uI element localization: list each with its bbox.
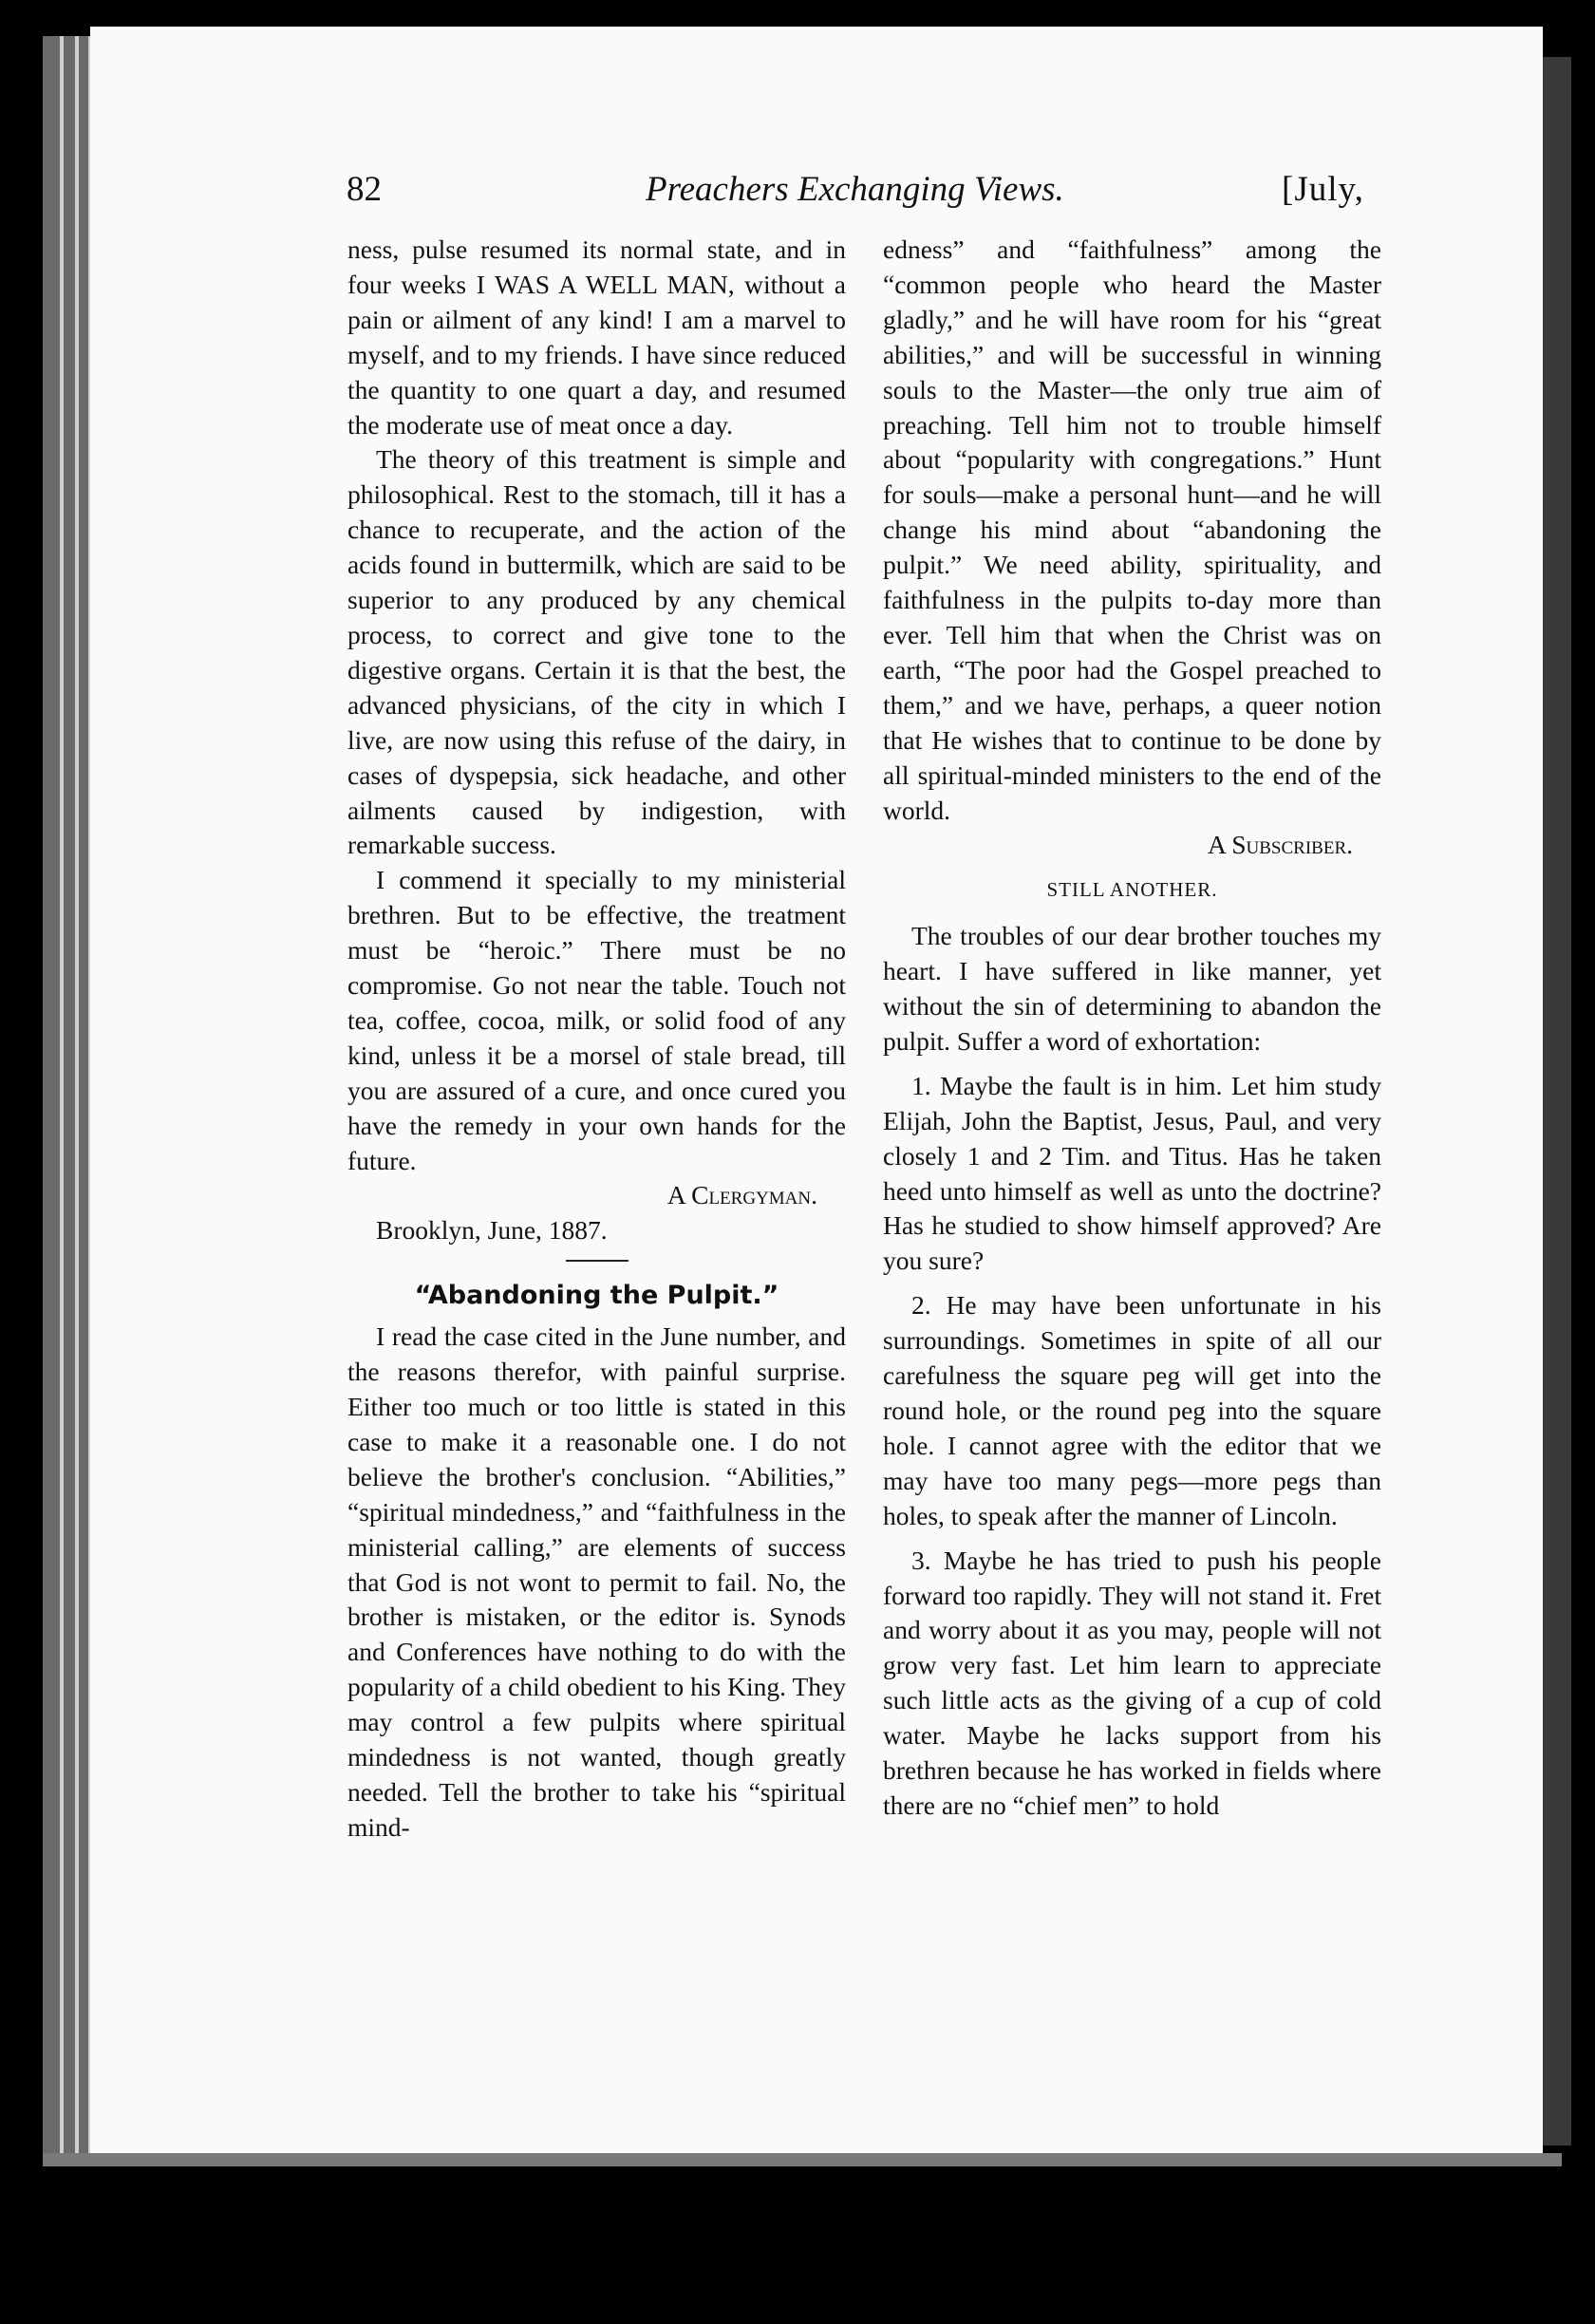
left-column xyxy=(347,233,846,1846)
place-date: Brooklyn, June, 1887. xyxy=(376,1215,608,1246)
right-book-edge xyxy=(1543,57,1571,2146)
page-edge-line xyxy=(75,36,79,2153)
paragraph: 3. Maybe he has tried to push his people forward too rapidly. They will not stand it. Fret and worry about it as you may, people will not grow very fast. Let him learn to appreciate such little acts as the giving of a cup of cold water. Maybe he lacks support from his brethren because he has worked in fields where there are no “chief men” to hold xyxy=(883,1545,1381,1820)
paragraph: edness” and “faithfulness” among the “common people who heard the Master gladly,” and he will have room for his “great abilities,” and will be successful in winning souls to the Master—the only true aim of preaching. Tell him not to trouble himself about “popularity with congregations.” Hunt for souls—make a personal hunt—and he will change his mind about “abandoning the pulpit.” We need ability, spirituality, and faithfulness in the pulpits to-day more than ever. Tell him that when the Christ was on earth, “The poor had the Gospel preached to them,” and we have, perhaps, a queer notion that He wishes that to continue to be done by all spiritual-minded ministers to the end of the world. xyxy=(883,234,1381,825)
section-rule xyxy=(566,1260,629,1262)
running-head: Preachers Exchanging Views. xyxy=(646,170,1064,209)
right-column xyxy=(883,233,1381,1824)
paragraph: I commend it specially to my ministerial brethren. But to be effective, the treatment must be “heroic.” There must be no compromise. Go not near the table. Touch not tea, coffee, cocoa, milk, or solid food of any kind, unless it be a morsel of stale bread, till you are assured of a cure, and once cured you have the remedy in your own hands for the future. xyxy=(347,865,846,1175)
paragraph: 2. He may have been unfortunate in his surroundings. Sometimes in spite of all our carefulness the square peg will get into the round hole, or the round peg into the square hole. I cannot agree with the editor that we may have too many pegs—more pegs than holes, to speak after the manner of Lincoln. xyxy=(883,1290,1381,1530)
page-edge-line xyxy=(60,36,64,2153)
signature: A Subscriber. xyxy=(1208,830,1353,860)
paragraph: The theory of this treatment is simple and philosophical. Rest to the stomach, till it has a chance to recuperate, and the action of the acids found in buttermilk, which are said to be superior to any produced by any chemical process, to correct and give tone to the digestive organs. Certain it is that the best, the advanced physicians, of the city in which I live, are now using this refuse of the dairy, in cases of dyspepsia, sick headache, and other ailments caused by indigestion, with remarkable success. xyxy=(347,444,846,860)
paragraph: 1. Maybe the fault is in him. Let him study Elijah, John the Baptist, Jesus, Paul, and very closely 1 and 2 Tim. and Titus. Has he taken heed unto himself as well as unto the doctrine? Has he studied to show himself approved? Are you sure? xyxy=(883,1070,1381,1276)
paragraph: ness, pulse resumed its normal state, and in four weeks I WAS A WELL MAN, without a pain or ailment of any kind! I am a marvel to myself, and to my friends. I have since reduced the quantity to one quart a day, and resumed the moderate use of meat once a day. xyxy=(347,234,846,440)
paragraph: The troubles of our dear brother touches my heart. I have suffered in like manner, yet without the sin of determining to abandon the pulpit. Suffer a word of exhortation: xyxy=(883,921,1381,1056)
page-number: 82 xyxy=(347,170,382,209)
running-head-month: [July, xyxy=(1282,170,1364,209)
bottom-book-edge xyxy=(43,2153,1562,2166)
paragraph: I read the case cited in the June number, and the reasons therefor, with painful surprise. Either too much or too little is stated in this case to make it a reasonable one. I do not believe the brother's conclusion. “Abilities,” “spiritual mindedness,” and “faithfulness in the ministerial calling,” are elements of success that God is not wont to permit to fail. No, the brother is mistaken, or the editor is. Synods and Conferences have nothing to do with the popularity of a child obedient to his King. They may control a few pulpits where spiritual mindedness is not wanted, though greatly needed. Tell the brother to take his “spiritual mind- xyxy=(347,1321,846,1842)
section-subheading: STILL ANOTHER. xyxy=(1046,878,1218,902)
article-heading: “Abandoning the Pulpit.” xyxy=(414,1281,779,1311)
signature: A Clergyman. xyxy=(666,1180,817,1210)
